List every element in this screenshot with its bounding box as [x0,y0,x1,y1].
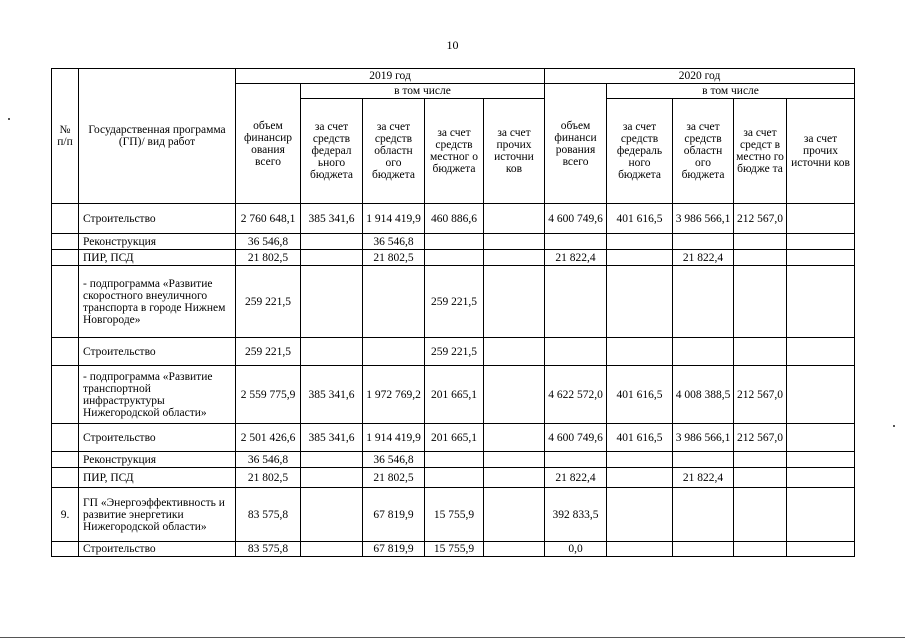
value-cell [607,338,673,366]
row-name: Строительство [79,338,236,366]
value-cell: 21 822,4 [545,468,607,488]
value-cell [673,338,734,366]
value-cell [607,488,673,542]
value-cell: 21 822,4 [545,250,607,266]
sub-header-2019-regional: за счет средств областн ого бюджета [363,99,425,204]
value-cell: 385 341,6 [301,204,363,234]
value-cell [787,338,855,366]
value-cell [607,452,673,468]
value-cell: 21 822,4 [673,250,734,266]
value-cell [787,468,855,488]
value-cell: 21 802,5 [363,468,425,488]
value-cell: 385 341,6 [301,366,363,424]
value-cell: 460 886,6 [425,204,484,234]
scan-artifact [0,637,905,638]
sub-header-2019-other: за счет прочих источни ков [484,99,545,204]
value-cell [787,204,855,234]
value-cell [787,234,855,250]
value-cell: 3 986 566,1 [673,424,734,452]
value-cell: 259 221,5 [425,266,484,338]
sub-header-2019-federal: за счет средств федерал ьного бюджета [301,99,363,204]
value-cell [787,542,855,557]
value-cell [484,488,545,542]
value-cell: 4 600 749,6 [545,424,607,452]
value-cell: 36 546,8 [236,452,301,468]
scan-artifact [8,118,10,120]
row-number [52,204,79,234]
value-cell [484,234,545,250]
value-cell [484,204,545,234]
value-cell: 21 822,4 [673,468,734,488]
table-row [52,488,855,542]
table-body [52,204,855,557]
value-cell [787,250,855,266]
value-cell [484,452,545,468]
value-cell [484,266,545,338]
value-cell: 1 914 419,9 [363,424,425,452]
value-cell: 36 546,8 [363,452,425,468]
value-cell: 201 665,1 [425,366,484,424]
row-name: - подпрограмма «Развитие скоростного внеуличного транспорта в городе Нижнем Новгороде» [79,266,236,338]
row-number: 9. [52,488,79,542]
value-cell: 259 221,5 [236,338,301,366]
value-cell [673,266,734,338]
table-row [52,542,855,557]
value-cell [734,266,787,338]
value-cell [301,266,363,338]
value-cell [607,542,673,557]
value-cell: 401 616,5 [607,366,673,424]
value-cell [607,468,673,488]
row-number [52,542,79,557]
table-row [52,234,855,250]
page-number: 10 [446,38,459,52]
value-cell: 4 008 388,5 [673,366,734,424]
value-cell: 401 616,5 [607,204,673,234]
value-cell [607,250,673,266]
value-cell [734,488,787,542]
row-name: Реконструкция [79,234,236,250]
value-cell [484,542,545,557]
value-cell [787,452,855,468]
value-cell [734,468,787,488]
table-row [52,266,855,338]
value-cell [545,452,607,468]
value-cell: 67 819,9 [363,542,425,557]
row-number [52,250,79,266]
value-cell: 385 341,6 [301,424,363,452]
sub-header-2020-local: за счет средст в местно го бюдже та [734,99,787,204]
value-cell: 2 760 648,1 [236,204,301,234]
table-row [52,204,855,234]
value-cell [484,424,545,452]
value-cell: 83 575,8 [236,488,301,542]
value-cell [787,366,855,424]
row-number [52,366,79,424]
value-cell [734,542,787,557]
row-name: ГП «Энергоэффективность и развитие энергетики Нижегородской области» [79,488,236,542]
value-cell: 4 622 572,0 [545,366,607,424]
value-cell [673,452,734,468]
value-cell [301,452,363,468]
row-name: - подпрограмма «Развитие транспортной инфраструктуры Нижегородской области» [79,366,236,424]
sub-header-2019-local: за счет средств местног о бюджета [425,99,484,204]
row-number [52,338,79,366]
value-cell: 0,0 [545,542,607,557]
value-cell: 259 221,5 [425,338,484,366]
value-cell: 2 559 775,9 [236,366,301,424]
table-row [52,366,855,424]
row-name: Реконструкция [79,452,236,468]
value-cell [363,266,425,338]
value-cell: 1 914 419,9 [363,204,425,234]
value-cell [673,234,734,250]
row-name: Строительство [79,542,236,557]
value-cell: 36 546,8 [236,234,301,250]
value-cell [425,452,484,468]
value-cell [545,234,607,250]
col-no-header: № п/п [52,69,79,204]
value-cell: 212 567,0 [734,424,787,452]
value-cell: 201 665,1 [425,424,484,452]
value-cell: 212 567,0 [734,204,787,234]
row-name: ПИР, ПСД [79,250,236,266]
row-name: Строительство [79,204,236,234]
table-row [52,250,855,266]
table-row [52,338,855,366]
including-2019-header: в том числе [301,84,545,99]
value-cell [673,542,734,557]
value-cell [363,338,425,366]
value-cell: 392 833,5 [545,488,607,542]
row-name: ПИР, ПСД [79,468,236,488]
row-number [52,452,79,468]
value-cell [301,468,363,488]
value-cell: 83 575,8 [236,542,301,557]
value-cell: 1 972 769,2 [363,366,425,424]
row-number [52,234,79,250]
value-cell [425,468,484,488]
value-cell [734,234,787,250]
value-cell: 21 802,5 [236,468,301,488]
year-2019-header: 2019 год [236,69,545,84]
value-cell [484,250,545,266]
value-cell: 67 819,9 [363,488,425,542]
value-cell [787,488,855,542]
sub-header-2020-other: за счет прочих источни ков [787,99,855,204]
value-cell: 2 501 426,6 [236,424,301,452]
value-cell: 21 802,5 [236,250,301,266]
value-cell: 15 755,9 [425,488,484,542]
value-cell: 15 755,9 [425,542,484,557]
table-row [52,468,855,488]
table-row [52,452,855,468]
value-cell [673,488,734,542]
scan-artifact [893,425,895,427]
value-cell: 36 546,8 [363,234,425,250]
row-number [52,424,79,452]
value-cell [484,338,545,366]
sub-header-2020-regional: за счет средств областн ого бюджета [673,99,734,204]
value-cell [301,234,363,250]
value-cell [787,424,855,452]
row-name: Строительство [79,424,236,452]
sub-header-2020-federal: за счет средств федераль ного бюджета [607,99,673,204]
value-cell: 212 567,0 [734,366,787,424]
value-cell [301,488,363,542]
value-cell: 259 221,5 [236,266,301,338]
value-cell [425,234,484,250]
value-cell [545,338,607,366]
value-cell [734,452,787,468]
value-cell [787,266,855,338]
value-cell: 4 600 749,6 [545,204,607,234]
value-cell [545,266,607,338]
value-cell [734,250,787,266]
row-number [52,468,79,488]
value-cell [301,338,363,366]
sub-header-2020-total: объем финанси рования всего [545,84,607,204]
value-cell [734,338,787,366]
sub-header-2019-total: объем финансир ования всего [236,84,301,204]
value-cell: 3 986 566,1 [673,204,734,234]
value-cell [607,234,673,250]
col-program-header: Государственная программа (ГП)/ вид работ [79,69,236,204]
value-cell: 21 802,5 [363,250,425,266]
including-2020-header: в том числе [607,84,855,99]
row-number [52,266,79,338]
value-cell [607,266,673,338]
value-cell [301,542,363,557]
value-cell [484,366,545,424]
year-2020-header: 2020 год [545,69,855,84]
value-cell [484,468,545,488]
value-cell: 401 616,5 [607,424,673,452]
table-row [52,424,855,452]
value-cell [425,250,484,266]
value-cell [301,250,363,266]
budget-table [51,68,855,557]
